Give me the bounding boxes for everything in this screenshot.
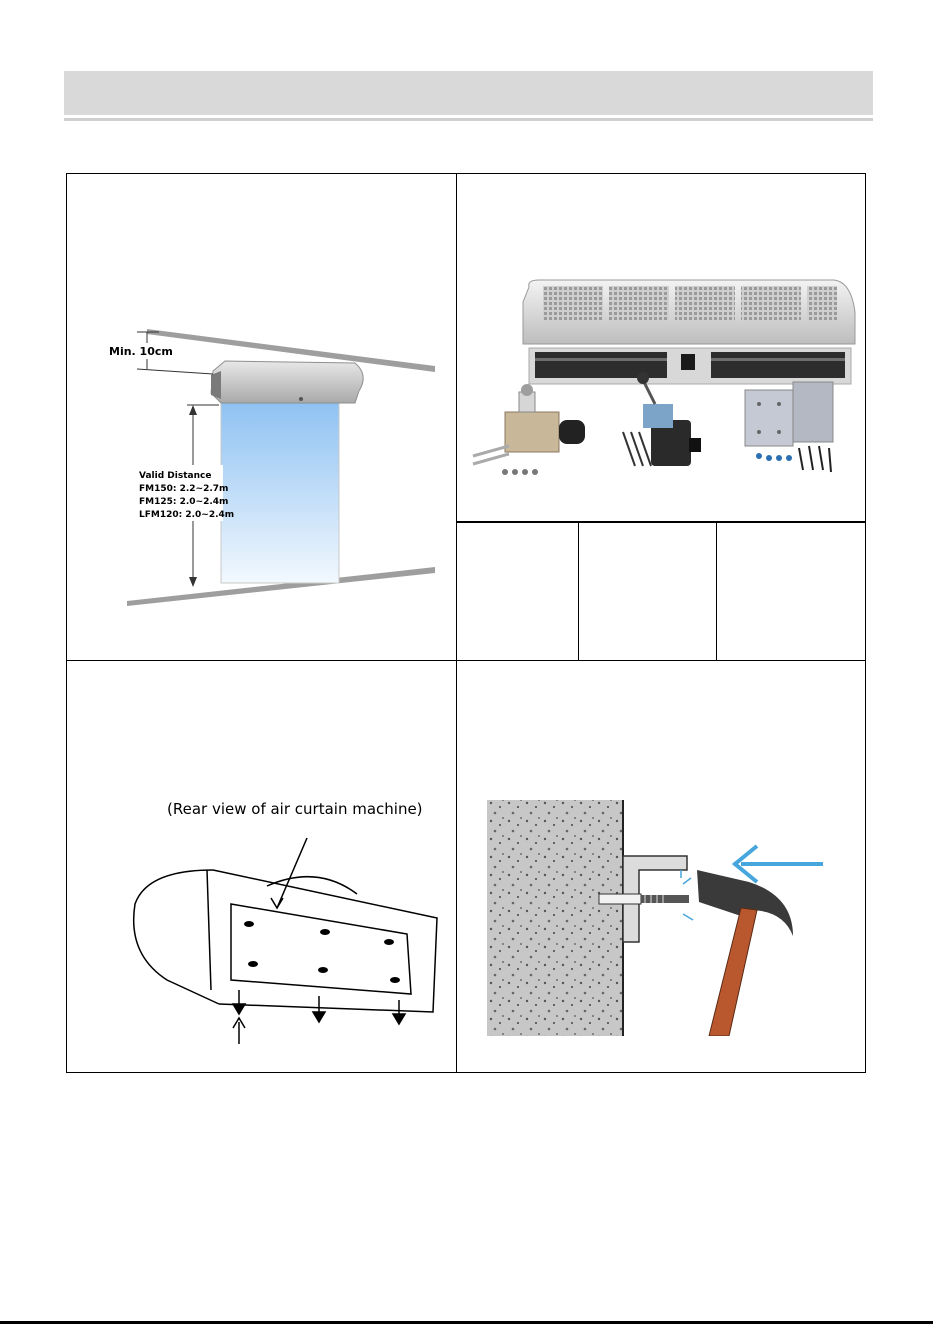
mounting-bracket-photo-icon	[745, 382, 833, 472]
anchor-bolt-icon	[599, 894, 689, 904]
accessory-divider	[456, 521, 865, 523]
section-header-bar	[64, 71, 873, 115]
concrete-wall-icon	[487, 800, 623, 1036]
table-divider-horizontal	[67, 660, 865, 661]
spec-fm150: FM150: 2.2~2.7m	[139, 484, 229, 494]
rear-view-caption: (Rear view of air curtain machine)	[167, 800, 423, 818]
rear-view-sketch	[127, 794, 447, 1044]
mounting-holes-icon	[244, 921, 400, 983]
roller-limit-switch-photo-icon	[623, 372, 701, 466]
spec-lfm120: LFM120: 2.0~2.4m	[139, 510, 235, 520]
installation-height-diagram	[107, 319, 447, 609]
limit-switch-photo-icon	[473, 384, 585, 475]
air-curtain-unit-icon	[211, 361, 363, 403]
air-curtain-photo-icon	[523, 280, 855, 384]
screws-icon	[233, 990, 405, 1044]
arrow-left-icon	[735, 846, 823, 882]
spec-fm125: FM125: 2.0~2.4m	[139, 497, 229, 507]
air-curtain-outline-icon	[134, 838, 437, 1012]
airflow-icon	[221, 403, 339, 583]
installation-table	[66, 173, 866, 1073]
table-divider-vertical	[456, 174, 457, 1072]
wall-bracket-installation	[487, 798, 827, 1036]
accessory-col-divider-2	[716, 522, 717, 660]
header-rule	[64, 118, 873, 121]
valid-distance-title: Valid Distance	[139, 471, 212, 481]
hammer-icon	[697, 870, 793, 1036]
accessory-col-divider-1	[578, 522, 579, 660]
min-distance-label: Min. 10cm	[109, 345, 173, 358]
product-accessories-photo	[459, 272, 865, 512]
